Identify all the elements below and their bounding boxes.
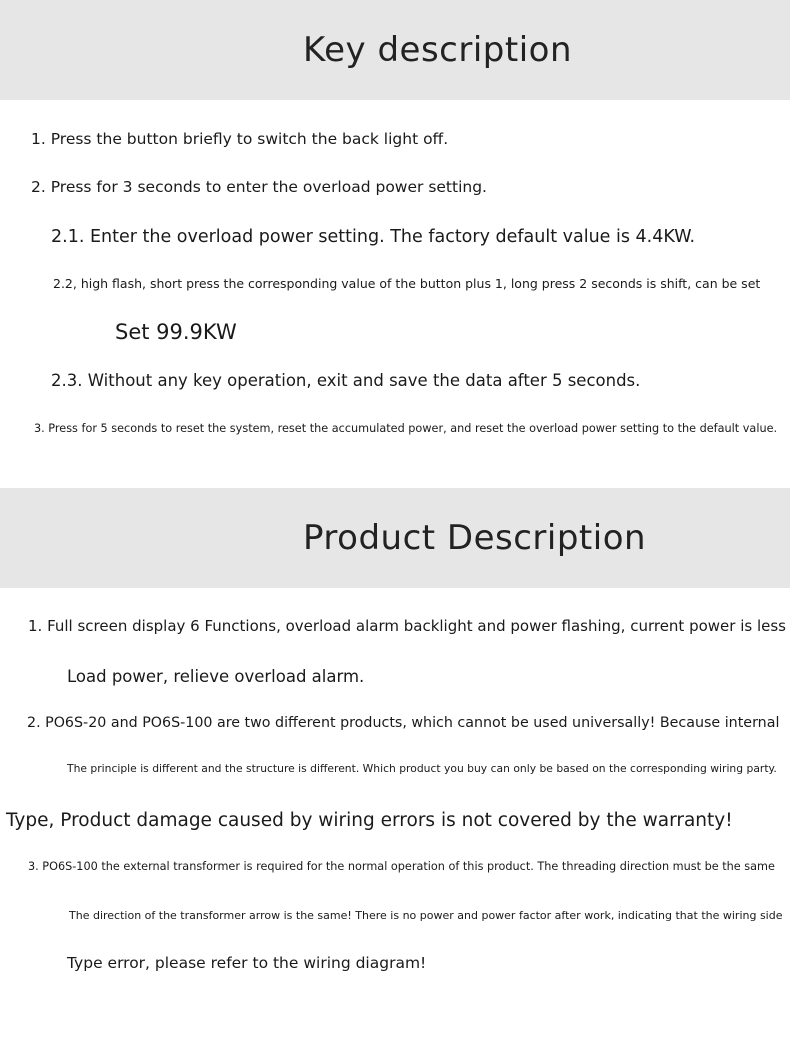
key-item-2-2: 2.2, high flash, short press the corresponding value of the button plus 1, long press 2 seconds is shift, can be set xyxy=(53,276,761,291)
product-description-title: Product Description xyxy=(303,518,647,558)
key-description-header xyxy=(0,0,790,100)
product-item-1-continued: Load power, relieve overload alarm. xyxy=(67,667,365,686)
product-item-2-continued: The principle is different and the structure is different. Which product you buy can only be based on the corresponding wiring party. xyxy=(67,762,777,775)
product-item-3: 3. PO6S-100 the external transformer is required for the normal operation of this product. The threading direction must be the same xyxy=(28,860,775,873)
product-item-3-wiring: Type error, please refer to the wiring diagram! xyxy=(67,954,427,972)
product-item-2-warranty: Type, Product damage caused by wiring errors is not covered by the warranty! xyxy=(6,810,733,831)
product-description-header xyxy=(0,488,790,588)
product-item-2: 2. PO6S-20 and PO6S-100 are two different products, which cannot be used universally! Because internal xyxy=(27,715,780,731)
key-item-2-1: 2.1. Enter the overload power setting. The factory default value is 4.4KW. xyxy=(51,227,696,247)
product-item-3-continued: The direction of the transformer arrow is the same! There is no power and power factor after work, indicating that the wiring side xyxy=(69,909,783,922)
product-item-1: 1. Full screen display 6 Functions, overload alarm backlight and power flashing, current power is less xyxy=(28,617,786,635)
key-item-3: 3. Press for 5 seconds to reset the system, reset the accumulated power, and reset the overload power setting to the default value. xyxy=(34,422,778,435)
key-description-title: Key description xyxy=(303,30,572,70)
key-item-2: 2. Press for 3 seconds to enter the overload power setting. xyxy=(31,178,487,196)
key-item-1: 1. Press the button briefly to switch the back light off. xyxy=(31,130,449,148)
key-item-2-3: 2.3. Without any key operation, exit and save the data after 5 seconds. xyxy=(51,371,641,390)
key-item-2-2-continued: Set 99.9KW xyxy=(115,320,237,344)
